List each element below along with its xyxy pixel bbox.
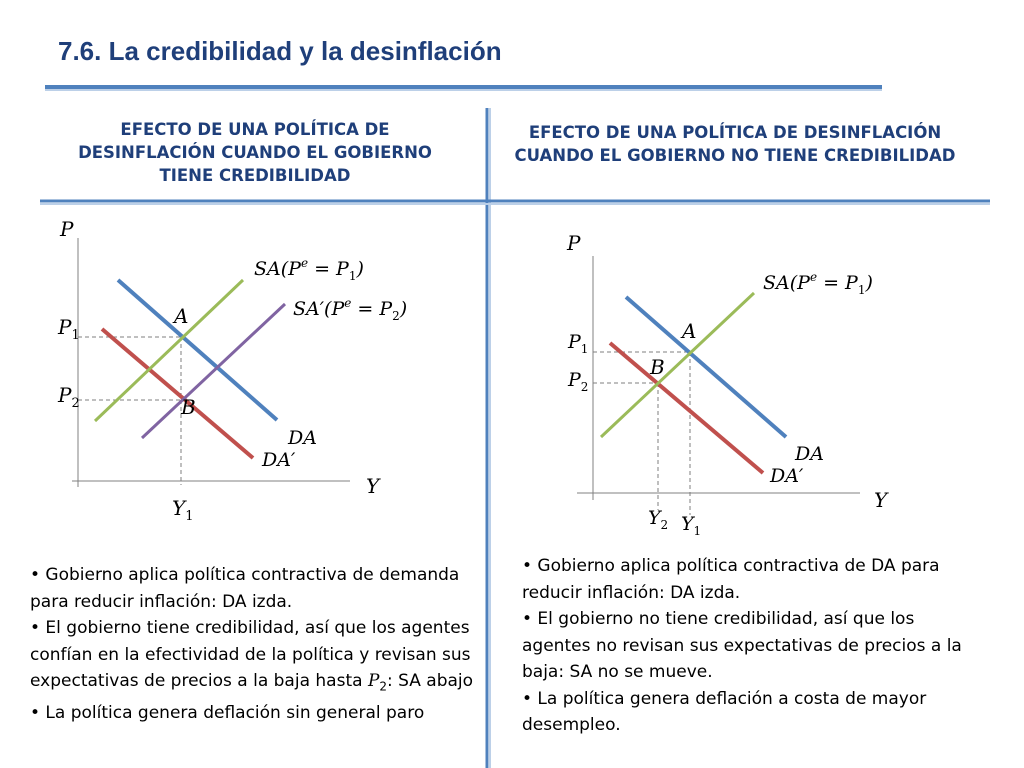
right-graph	[566, 231, 889, 538]
left-sa-prime-curve	[142, 304, 285, 438]
left-sa-prime-label: $SA'(P^e = P_2)$	[293, 296, 408, 323]
left-x-axis-label: Y	[366, 474, 380, 498]
right-p1-label: $P_1$	[568, 331, 589, 356]
left-point-b: B	[181, 395, 196, 419]
left-y-axis-label: P	[60, 217, 74, 241]
left-da-prime-label: DA′	[262, 449, 296, 471]
right-bullet-3: • La política genera deflación a costa de mayor desempleo.	[522, 688, 927, 735]
right-da-prime-label: DA′	[770, 465, 804, 487]
right-y1-label: $Y_1$	[681, 513, 702, 538]
left-column-header: EFECTO DE UNA POLÍTICA DE DESINFLACIÓN CUANDO EL GOBIERNO TIENE CREDIBILIDAD	[78, 120, 432, 185]
left-graph	[57, 217, 407, 524]
left-sa-label: $SA(P^e = P_1)$	[254, 256, 364, 283]
right-p2-label: $P_2$	[568, 369, 589, 394]
right-y-axis-label: P	[567, 231, 581, 255]
left-p2-label: $P_2$	[58, 383, 80, 411]
right-bullet-2: • El gobierno no tiene credibilidad, así que los agentes no revisan sus expectativas de precios a la baja: SA no se mueve.	[522, 609, 962, 682]
left-bullet-2: • El gobierno tiene credibilidad, así que los agentes confían en la efectividad de la política y revisan sus expectativas de precios a la baja hasta $P_2$: SA abajo	[30, 618, 474, 694]
left-da-label: DA	[288, 427, 317, 449]
left-point-a: A	[174, 304, 189, 328]
right-point-b: B	[650, 355, 665, 379]
left-y1-label: $Y_1$	[172, 496, 194, 524]
right-point-a: A	[682, 319, 697, 343]
left-da-curve	[118, 280, 277, 420]
right-sa-curve	[601, 293, 754, 437]
right-bullet-list	[522, 553, 982, 739]
left-bullet-3: • La política genera deflación sin general paro	[30, 702, 425, 723]
page-title: 7.6. La credibilidad y la desinflación	[58, 36, 502, 66]
left-p1-label: $P_1$	[58, 315, 80, 343]
right-bullet-1: • Gobierno aplica política contractiva de DA para reducir inflación: DA izda.	[522, 556, 940, 603]
right-y2-label: $Y_2$	[648, 507, 669, 532]
right-column-header: EFECTO DE UNA POLÍTICA DE DESINFLACIÓN CUANDO EL GOBIERNO NO TIENE CREDIBILIDAD	[514, 123, 956, 165]
right-sa-label: $SA(P^e = P_1)$	[763, 270, 873, 297]
left-bullet-list	[30, 562, 480, 726]
left-bullet-1: • Gobierno aplica política contractiva de demanda para reducir inflación: DA izda.	[30, 565, 460, 612]
right-x-axis-label: Y	[874, 488, 888, 512]
right-da-label: DA	[795, 443, 824, 465]
